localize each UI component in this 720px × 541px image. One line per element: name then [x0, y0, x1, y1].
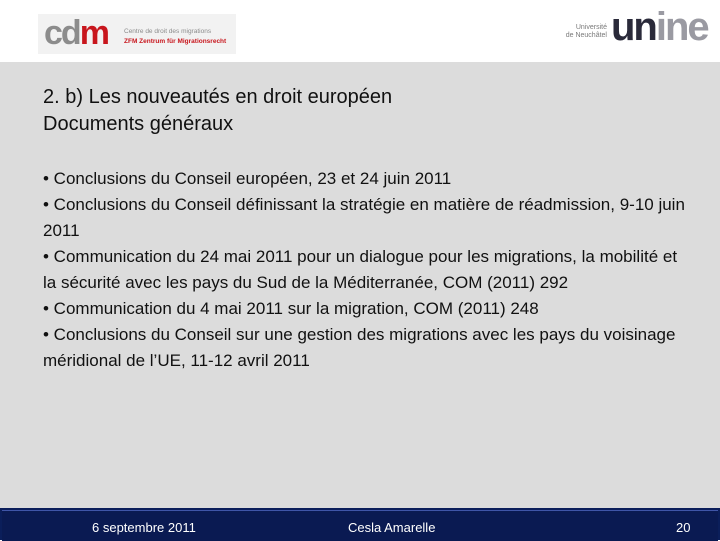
- slide-header: [0, 0, 720, 62]
- unine-logo-word-light: ine: [655, 5, 708, 49]
- bullet-item: • Communication du 24 mai 2011 pour un dialogue pour les migrations, la mobilité et la sécurité avec les pays du Sud de la Méditerranée, COM (2011) 292: [43, 247, 678, 292]
- bullet-list: [43, 166, 693, 374]
- bullet-item: • Conclusions du Conseil sur une gestion des migrations avec les pays du voisinage méridional de l’UE, 11-12 avril 2011: [43, 325, 676, 370]
- cdm-logo-mark-red: m: [79, 14, 108, 52]
- footer-page-number: 20: [676, 520, 691, 535]
- slide-title: [43, 84, 683, 138]
- footer-author: Cesla Amarelle: [348, 520, 436, 535]
- unine-logo-subtitle: [557, 24, 607, 40]
- cdm-logo: [38, 14, 236, 54]
- cdm-logo-line2: ZFM Zentrum für Migrationsrecht: [124, 38, 227, 45]
- slide-footer-bar: [2, 510, 718, 541]
- footer-date: 6 septembre 2011: [92, 520, 196, 535]
- unine-logo-word: [611, 6, 708, 48]
- unine-logo-subtitle-line2: de Neuchâtel: [565, 32, 607, 39]
- cdm-logo-line1: Centre de droit des migrations: [124, 28, 212, 35]
- bullet-item: • Communication du 4 mai 2011 sur la migration, COM (2011) 248: [43, 299, 539, 318]
- unine-logo-word-dark: un: [611, 5, 656, 49]
- cdm-logo-mark: [44, 16, 108, 50]
- slide-title-line2: Documents généraux: [43, 113, 234, 135]
- unine-logo: [555, 5, 708, 49]
- slide-content: [0, 62, 720, 508]
- cdm-logo-mark-gray: cd: [44, 14, 80, 52]
- unine-logo-subtitle-line1: Université: [575, 24, 607, 31]
- bullet-item: • Conclusions du Conseil européen, 23 et 24 juin 2011: [43, 169, 452, 188]
- slide-footer: [0, 508, 720, 540]
- slide-title-line1: 2. b) Les nouveautés en droit européen: [43, 86, 393, 108]
- bullet-item: • Conclusions du Conseil définissant la stratégie en matière de réadmission, 9-10 juin 2011: [43, 195, 685, 240]
